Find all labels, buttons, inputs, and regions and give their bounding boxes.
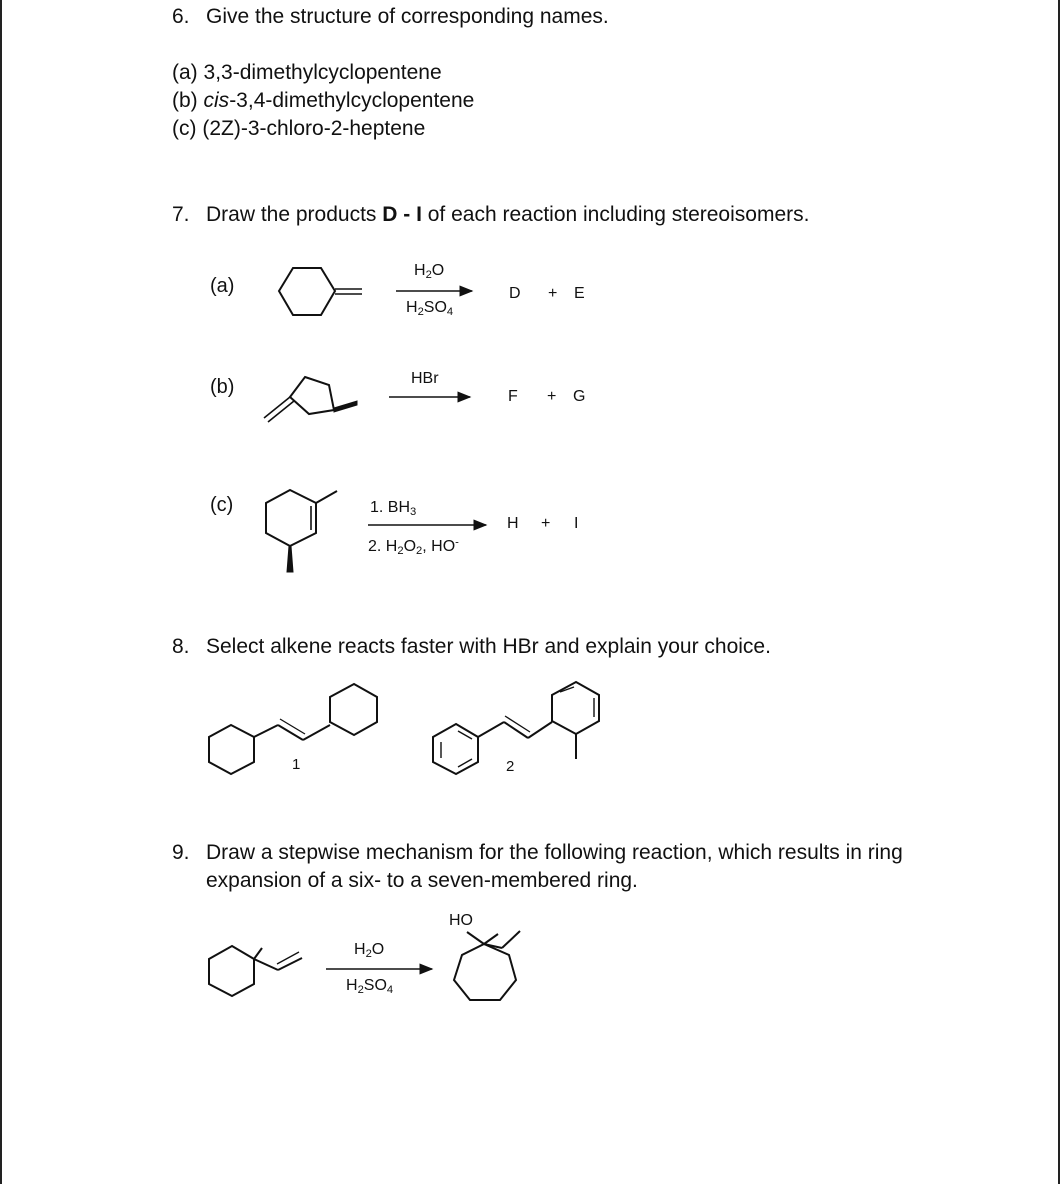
q7a-reagent-top: $H_2O$ bbox=[414, 262, 445, 281]
q8-compound-2-label: 2 bbox=[506, 758, 515, 775]
q6-prompt: Give the structure of corresponding names. bbox=[206, 5, 609, 28]
q7b-plus: + bbox=[547, 388, 557, 405]
q9-product-ho: HO bbox=[449, 912, 473, 929]
q6-item-a-label: (a) bbox=[172, 61, 198, 84]
q8-prompt: Select alkene reacts faster with HBr and explain your choice. bbox=[206, 635, 771, 658]
q6-item-c-label: (c) bbox=[172, 117, 197, 140]
q8-compound-2-structure bbox=[433, 682, 599, 774]
q6-item-a-name: 3,3-dimethylcyclopentene bbox=[203, 61, 442, 84]
q9-product-structure bbox=[454, 931, 520, 1000]
q7a-reactant-structure bbox=[279, 268, 362, 315]
q7c-product-h: H bbox=[507, 515, 519, 532]
q7c-product-i: I bbox=[574, 515, 579, 532]
q7a-reagent-bottom: $H_2SO_4$ bbox=[406, 299, 454, 318]
q9-reagent-top: $H_2O$ bbox=[354, 941, 385, 960]
q7c-step1: 1. $BH_3$ bbox=[370, 499, 417, 518]
q8-number: 8. bbox=[172, 635, 190, 658]
q7c-reactant-structure bbox=[266, 490, 337, 572]
q7b-product-g: G bbox=[573, 388, 586, 405]
q8-compound-1-label: 1 bbox=[292, 756, 301, 773]
q7a-product-e: E bbox=[574, 285, 585, 302]
q8-compound-1-structure bbox=[209, 684, 377, 774]
q7-prompt-after: of each reaction including stereoisomers. bbox=[421, 203, 810, 226]
q6-item-b-name: -3,4-dimethylcyclopentene bbox=[229, 89, 475, 112]
q7a-label: (a) bbox=[210, 275, 235, 297]
q7-number: 7. bbox=[172, 203, 190, 226]
q6-item-c-name: (2Z)-3-chloro-2-heptene bbox=[202, 117, 426, 140]
q6-number: 6. bbox=[172, 5, 190, 28]
q7a-plus: + bbox=[548, 285, 558, 302]
q9-number: 9. bbox=[172, 841, 190, 864]
q7-prompt-before: Draw the products bbox=[206, 203, 383, 226]
q7a-product-d: D bbox=[509, 285, 521, 302]
q9-reactant-structure bbox=[209, 946, 302, 996]
q7b-reagent: HBr bbox=[411, 370, 439, 387]
q7c-label: (c) bbox=[210, 494, 234, 516]
q7b-reactant-structure bbox=[264, 377, 357, 422]
q7b-label: (b) bbox=[210, 376, 235, 398]
q6-item-b-label: (b) bbox=[172, 89, 198, 112]
q7c-plus: + bbox=[541, 515, 551, 532]
q7-prompt-bold: D - I bbox=[382, 203, 422, 226]
q9-reagent-bottom: $H_2SO_4$ bbox=[346, 977, 394, 996]
q9-prompt-line2: expansion of a six- to a seven-membered ring. bbox=[206, 869, 638, 892]
q7b-product-f: F bbox=[508, 388, 518, 405]
q9-prompt-line1: Draw a stepwise mechanism for the following reaction, which results in ring bbox=[206, 841, 903, 864]
q6-item-b-prefix: cis bbox=[203, 89, 230, 112]
q7c-step2: 2. $H_2O_2$, HO- bbox=[368, 536, 459, 557]
